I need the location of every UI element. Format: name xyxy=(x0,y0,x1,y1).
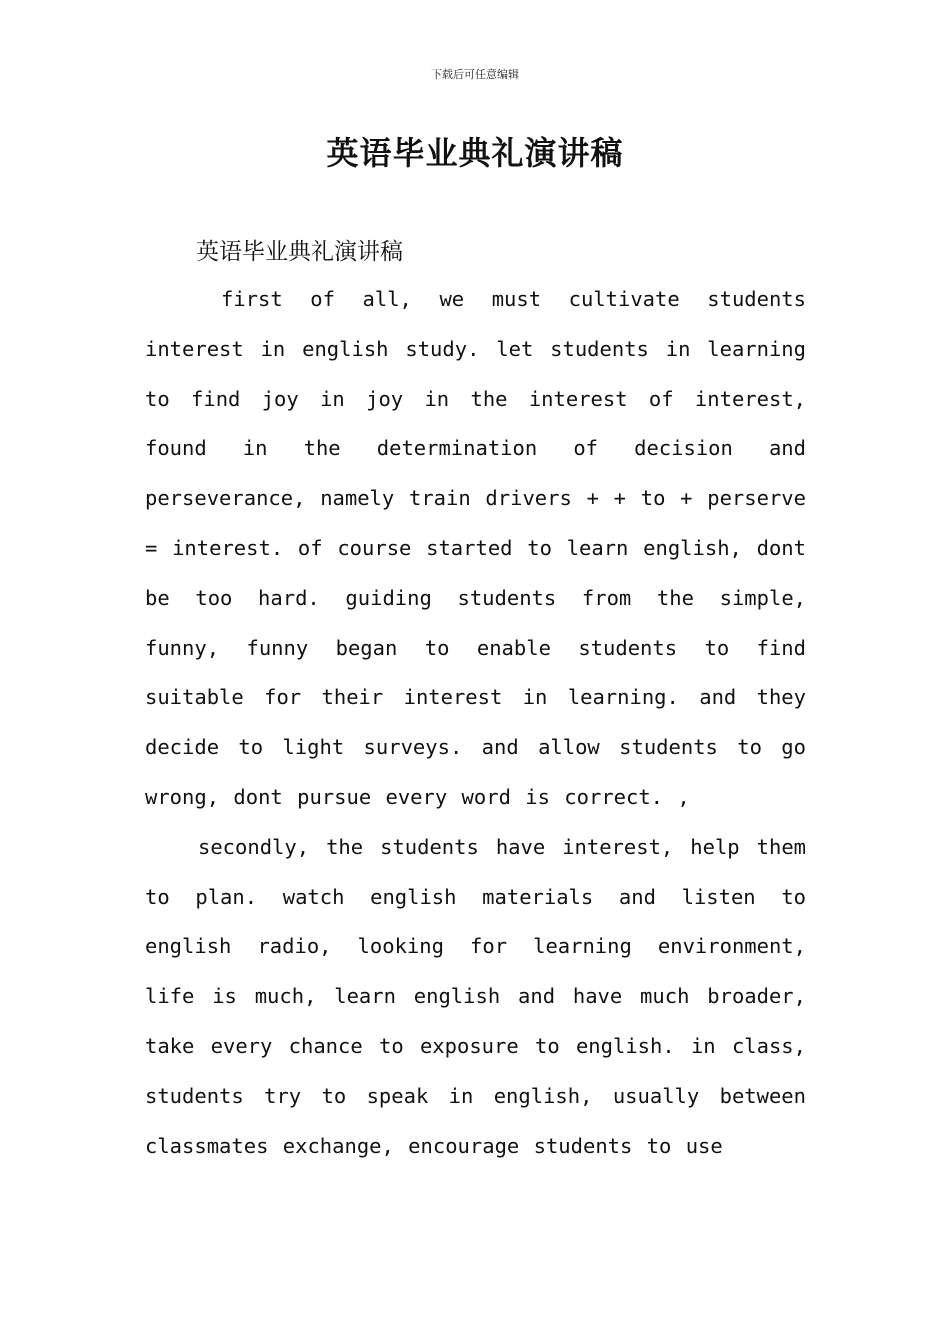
paragraph-2: secondly, the students have interest, help them to plan. watch english materials and listen to english radio, looking for learning environment, life is much, learn english and have much broader, take every chance to exposure to english. in class, students try to speak in english, usually between classmates exchange, encourage students to use xyxy=(145,834,806,1158)
document-title: 英语毕业典礼演讲稿 xyxy=(326,134,624,172)
document-body xyxy=(145,275,806,1171)
document-subtitle: 英语毕业典礼演讲稿 xyxy=(196,239,403,265)
paragraph-1: first of all, we must cultivate students interest in english study. let students in learning to find joy in joy in the interest of interest, found in the determination of decision and perseverance, namely train drivers + + to + perserve = interest. of course started to learn english, dont be too hard. guiding students from the simple, funny, funny began to enable students to find suitable for their interest in learning. and they decide to light surveys. and allow students to go wrong, dont pursue every word is correct. , xyxy=(145,287,806,809)
header-note: 下载后可任意编辑 xyxy=(431,68,519,81)
